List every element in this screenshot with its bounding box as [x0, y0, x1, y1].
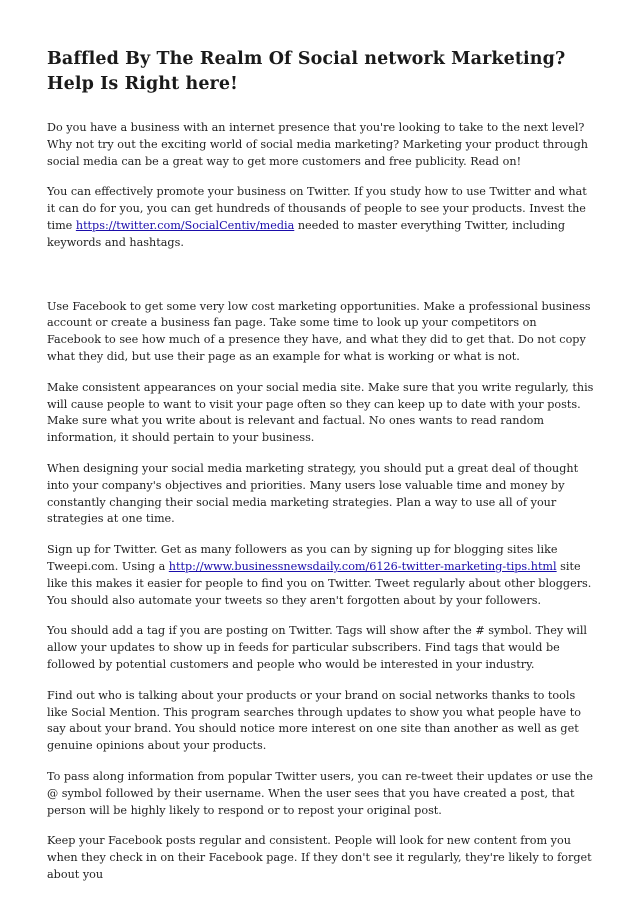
paragraph-social-mention: Find out who is talking about your products or your brand on social networks thanks to tools like Social Mention. This program searches through updates to show you what people have to say about your brand. You should notice more interest on one site than another as well as get genuine opinions about your products. — [47, 688, 581, 753]
paragraph-text: You can effectively promote your business on Twitter. If you study how to use Twitter and what it can do for you, you can get hundreds of thousands of people to see your products. Invest the time — [47, 185, 587, 232]
paragraph-text: site like this makes it easier for people to find you on Twitter. Tweet regularly about other bloggers. You should also automate your tweets so they aren't forgotten about by your followers. — [47, 559, 592, 607]
paragraph-retweet: To pass along information from popular Twitter users, you can re-tweet their updates or use the @ symbol followed by their username. When the user sees that you have created a post, that person will be highly likely to respond or to repost your original post. — [47, 769, 593, 817]
paragraph-consistent-appearances: Make consistent appearances on your social media site. Make sure that you write regularly, this will cause people to want to visit your page often so they can keep up to date with your posts. Make sure what you write about is relevant and factual. No ones wants to read random information, it should pertain to your business. — [47, 380, 594, 445]
paragraph-twitter-tags: You should add a tag if you are posting on Twitter. Tags will show after the # symbol. They will allow your updates to show up in feeds for particular subscribers. Find tags that would be followed by potential customers and people who would be interested in your industry. — [47, 624, 588, 671]
paragraph-intro: Do you have a business with an internet presence that you're looking to take to the next level? Why not try out the exciting world of social media marketing? Marketing your product through social media can be a great way to get more customers and free publicity. Read on! — [47, 121, 588, 168]
paragraph-text: Sign up for Twitter. Get as many followers as you can by signing up for blogging sites like Tweepi.com. Using a — [47, 543, 558, 573]
businessnewsdaily-link[interactable]: http://www.businessnewsdaily.com/6126-twitter-marketing-tips.html — [168, 559, 557, 573]
paragraph-facebook-low-cost: Use Facebook to get some very low cost marketing opportunities. Make a professional business account or create a business fan page. Take some time to look up your competitors on Facebook to see how much of a presence they have, and what they did to get that. Do not copy what they did, but use their page as an example for what is working or what is not. — [47, 299, 591, 363]
twitter-socialcentiv-link[interactable]: https://twitter.com/SocialCentiv/media — [75, 218, 295, 232]
paragraph-facebook-posts: Keep your Facebook posts regular and consistent. People will look for new content from you when they check in on their Facebook page. If they don't see it regularly, they're likely to forget about you — [47, 834, 592, 881]
paragraph-text: needed to master everything Twitter, including keywords and hashtags. — [47, 218, 566, 249]
paragraph-twitter-promote — [47, 184, 594, 251]
paragraph-strategy-design: When designing your social media marketing strategy, you should put a great deal of thought into your company's objectives and priorities. Many users lose valuable time and money by constantly changing their social media marketing strategies. Plan a way to use all of your strategies at one time. — [47, 461, 579, 526]
page-title: Baffled By The Realm Of Social network Marketing? Help Is Right here! — [47, 49, 566, 94]
paragraph-twitter-signup — [47, 542, 594, 609]
